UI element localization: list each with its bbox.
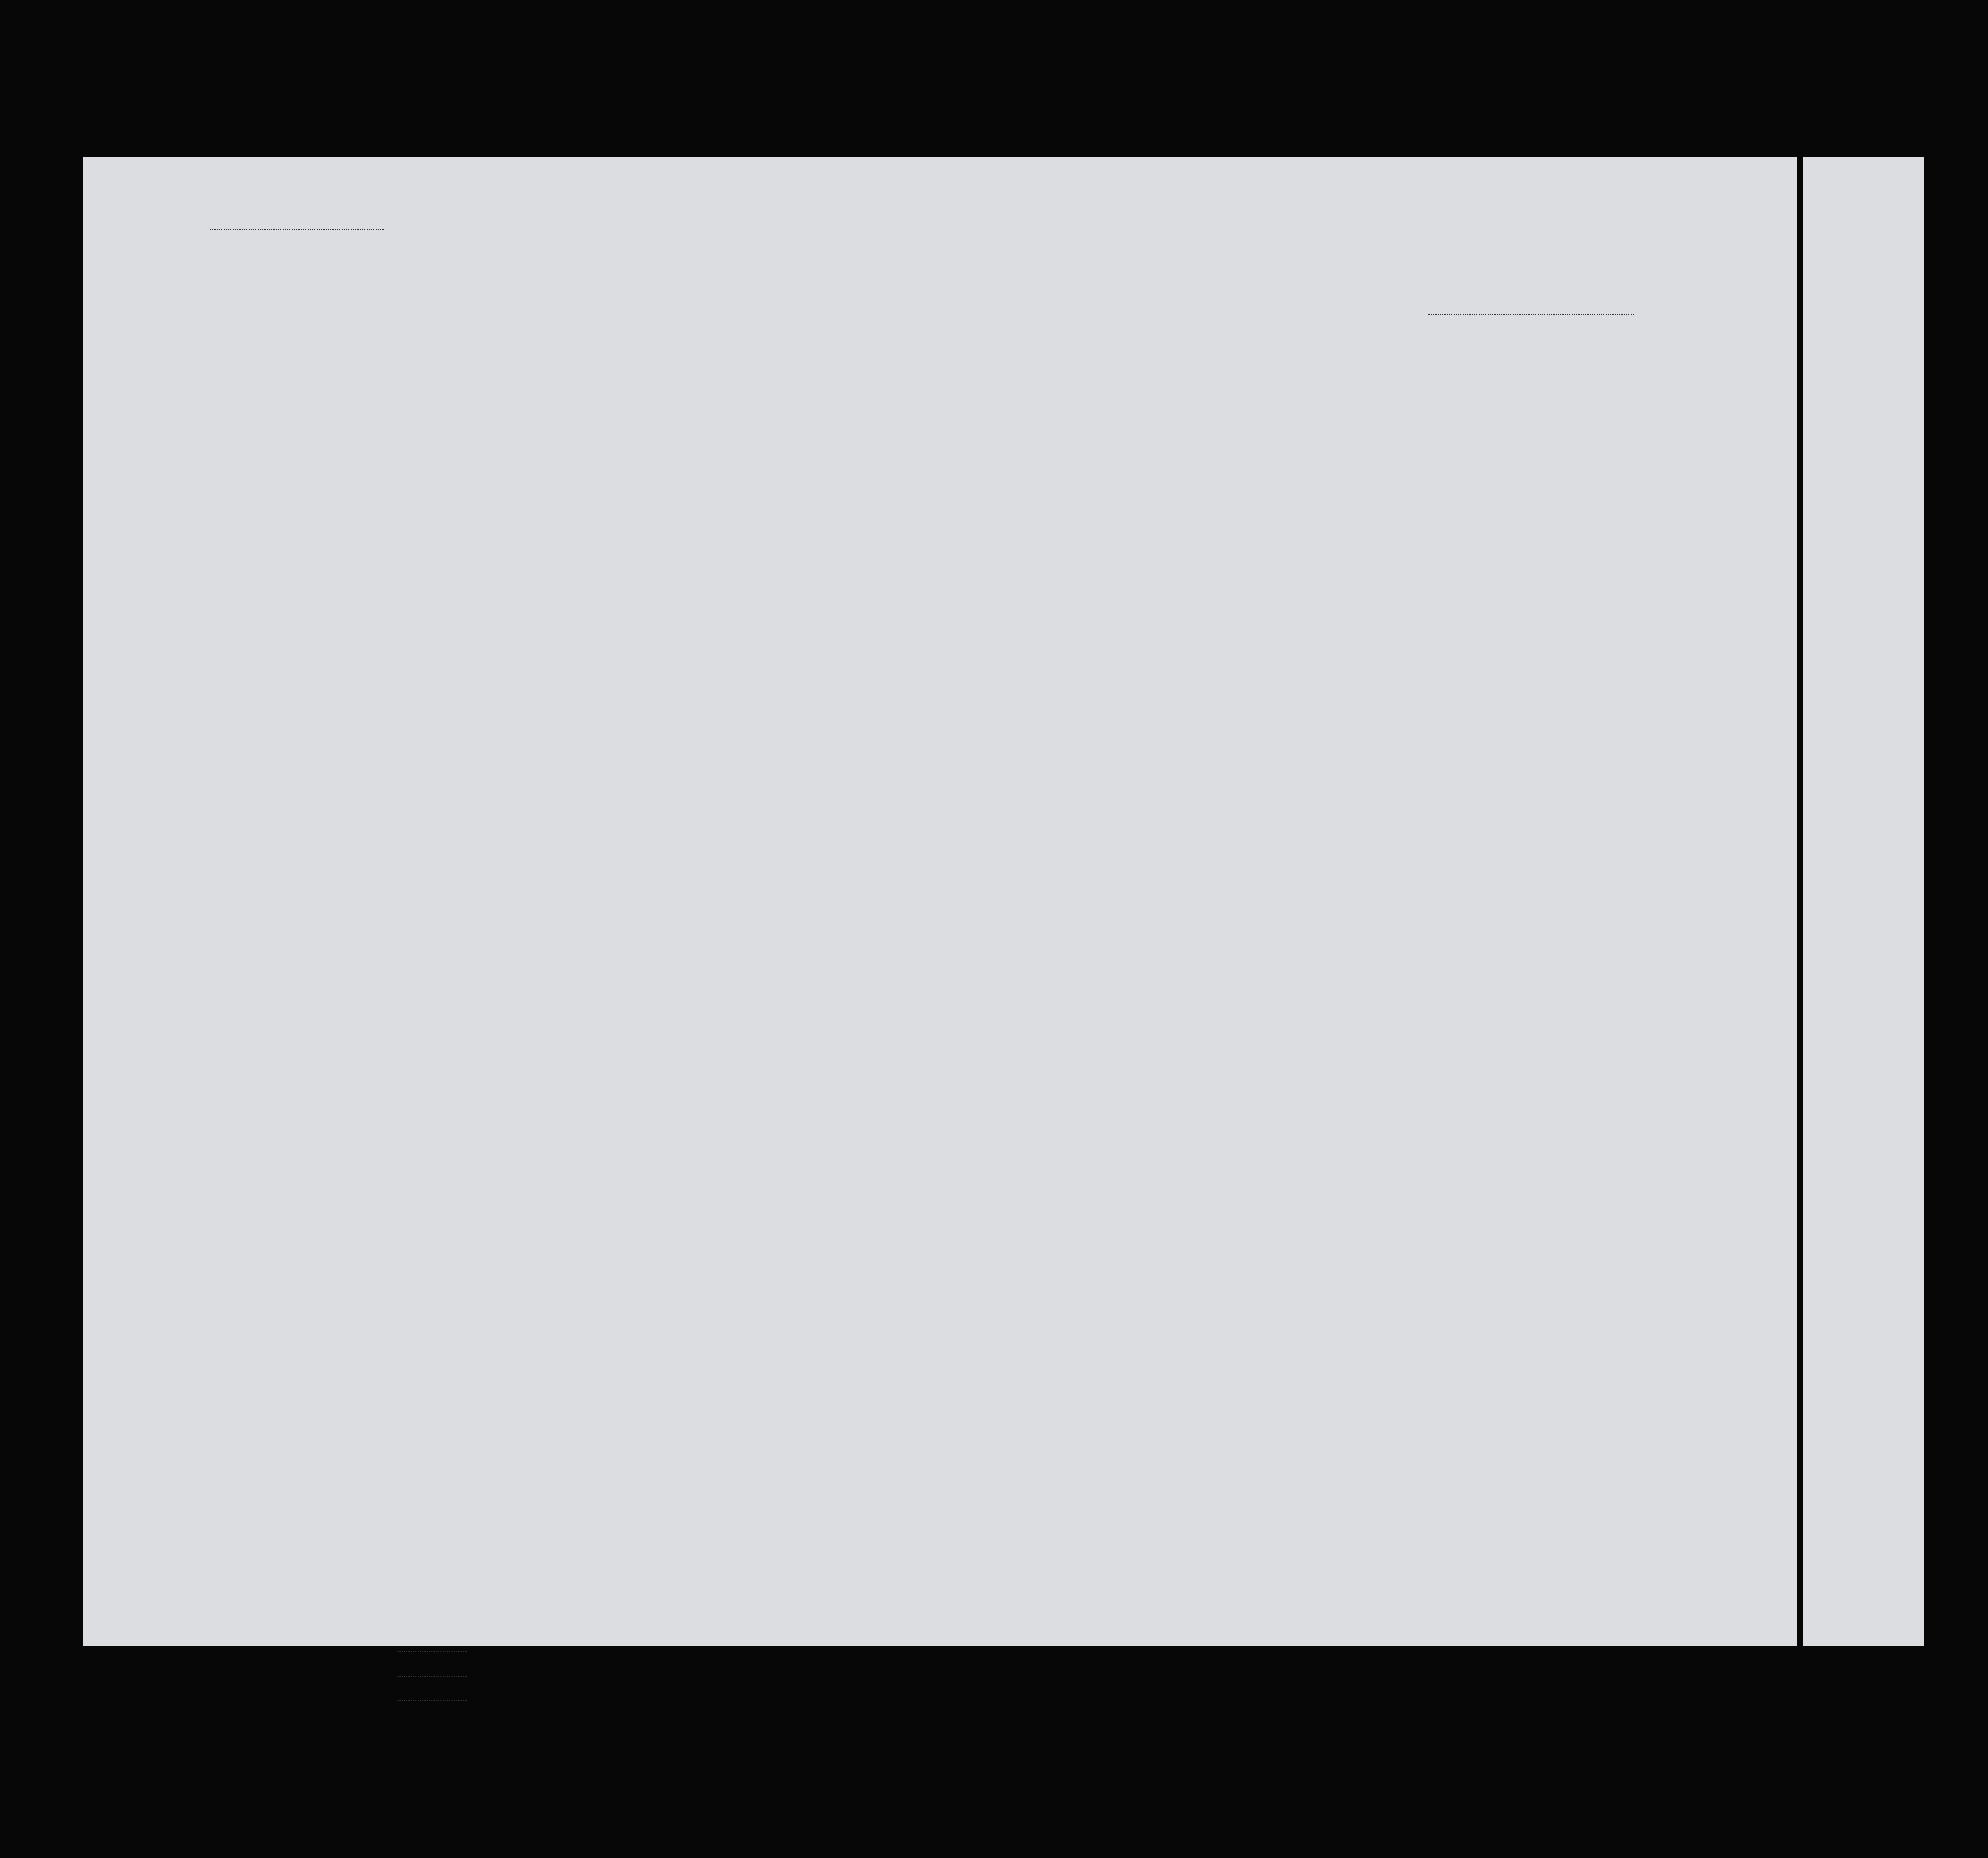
manifest-sheet xyxy=(83,157,1797,1646)
footer-aliens-line xyxy=(396,1700,467,1701)
manifest-sheet-continuation xyxy=(1803,157,1924,1646)
footer-aliens-dots: ....... xyxy=(313,1692,362,1703)
footer-citizens-dots: ..... xyxy=(340,1667,375,1678)
footer-citizens-line xyxy=(396,1676,467,1677)
list-number xyxy=(210,229,384,230)
footer-total-line xyxy=(396,1651,467,1652)
footer-total-dots: .... xyxy=(362,1643,390,1654)
departure-date xyxy=(1428,314,1634,315)
